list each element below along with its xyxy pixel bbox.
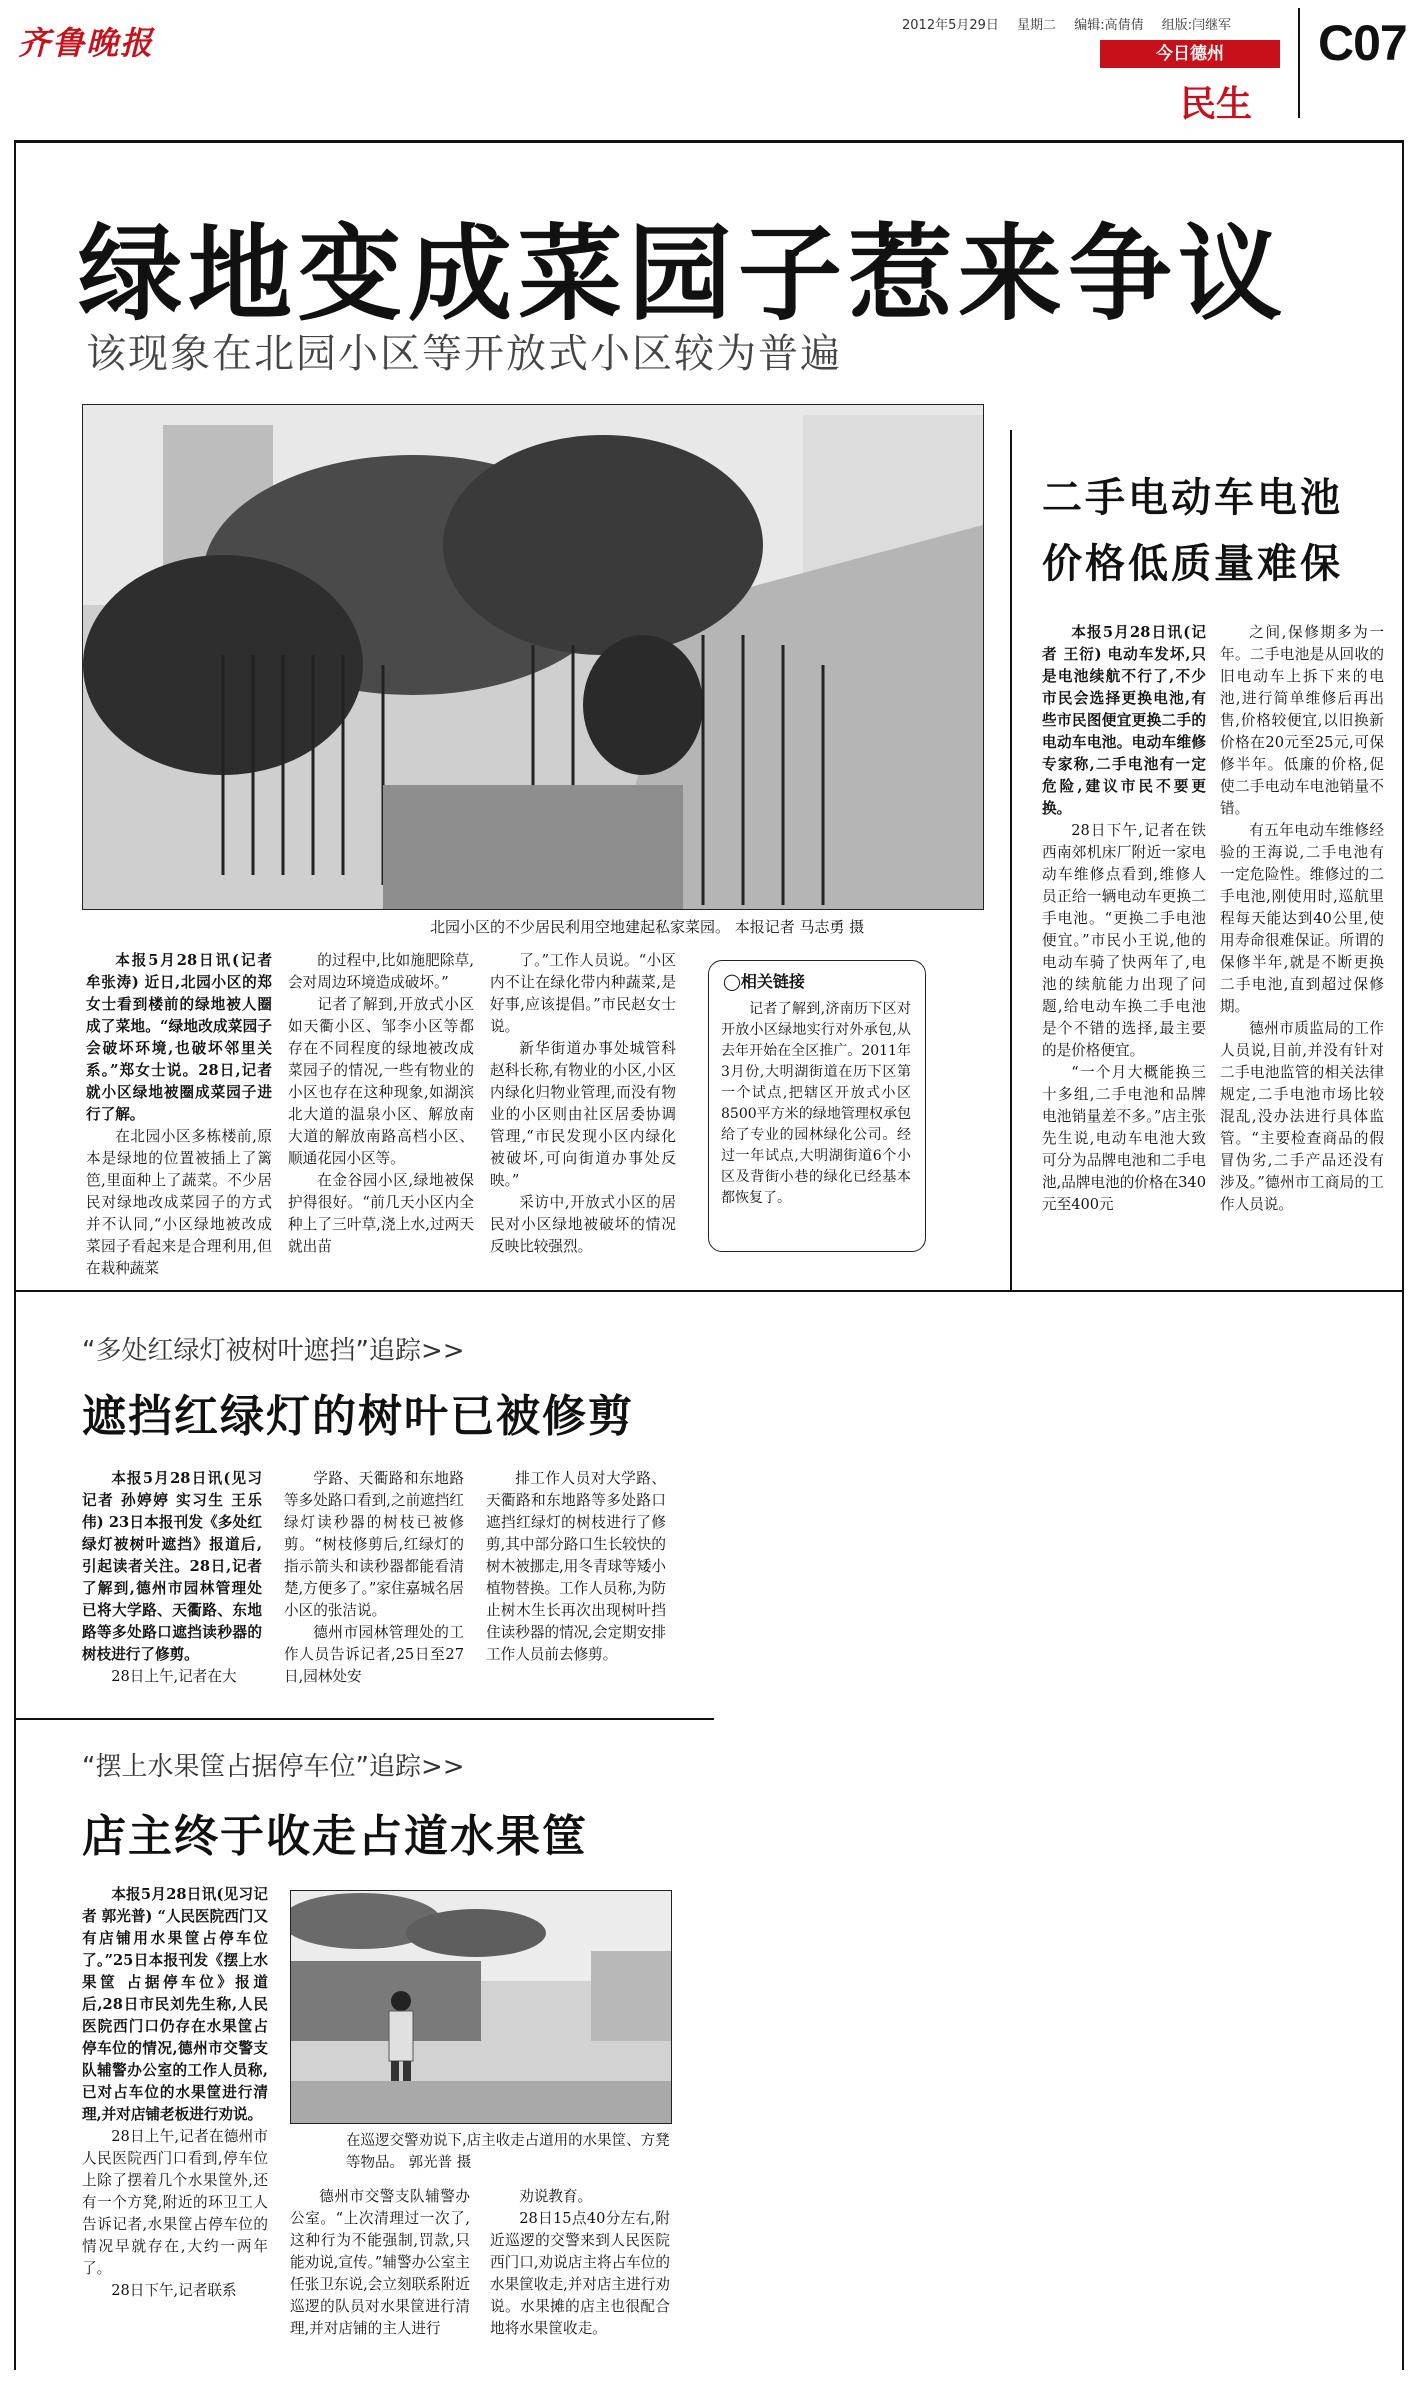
story2-col3 xyxy=(486,1468,666,1666)
main-subhead: 该现象在北园小区等开放式小区较为普遍 xyxy=(86,331,842,377)
article-paragraph: 28日15点40分左右,附近巡逻的交警来到人民医院西门口,劝说店主将占车位的水果筐收走,并对店主进行劝说。水果摊的店主也很配合地将水果筐收走。 xyxy=(490,2210,670,2337)
header-divider xyxy=(1298,8,1300,118)
story2-col1 xyxy=(82,1468,262,1688)
editor-credit: 编辑:高倩倩 xyxy=(1074,18,1144,33)
article-paragraph: 新华街道办事处城管科赵科长称,有物业的小区,小区内绿化归物业管理,而没有物业的小区则由社区居委协调管理,“市民发现小区内绿化被破坏,可向街道办事处反映。” xyxy=(490,1040,676,1189)
page-meta xyxy=(902,14,1245,33)
story3-kicker: “摆上水果筐占据停车位”追踪>> xyxy=(82,1752,465,1782)
article-paragraph: 学路、天衢路和东地路等多处路口看到,之前遮挡红绿灯读秒器的树枝已被修剪。“树枝修剪后,红绿灯的指示箭头和读秒器都能看清楚,方便多了。”家住嘉城名居小区的张洁说。 xyxy=(284,1470,464,1619)
issue-date: 2012年5月29日 xyxy=(902,18,999,33)
section-name: 民生 xyxy=(1180,84,1253,125)
story3-top-rule xyxy=(14,1718,714,1720)
story3-col3 xyxy=(490,2186,670,2340)
story2-kicker: “多处红绿灯被树叶遮挡”追踪>> xyxy=(82,1336,465,1366)
story2-top-rule xyxy=(14,1290,1404,1292)
article-paragraph: 本报5月28日讯(见习记者 郭光普) “人民医院西门又有店铺用水果筐占停车位了。”25日本报刊发《摆上水果筐 占据停车位》报道后,28日市民刘先生称,人民医院西门口仍存在水果筐占停车位的情况,德州市交警支队辅警办公室的工作人员称,已对占车位的水果筐进行清理,并对店铺老板进行劝说。 xyxy=(82,1886,268,2123)
top-rule xyxy=(14,140,1404,143)
main-article-col1 xyxy=(86,950,272,1280)
circle-bullet-icon: ◯ xyxy=(723,972,741,991)
region-badge: 今日德州 xyxy=(1100,40,1280,68)
article-paragraph: 本报5月28日讯(记者 王衍) 电动车发坏,只是电池续航不行了,不少市民会选择更换电池,有些市民图便宜更换二手的电动车电池。电动车维修专家称,二手电池有一定危险,建议市民不要更换。 xyxy=(1042,624,1206,817)
related-link-text xyxy=(721,999,911,1209)
related-link-box xyxy=(708,960,926,1252)
issue-weekday: 星期二 xyxy=(1017,18,1057,33)
story2-col2 xyxy=(284,1468,464,1688)
side-divider xyxy=(1010,430,1012,1290)
fruit-stall-photo-caption: 在巡逻交警劝说下,店主收走占道用的水果筐、方凳等物品。 郭光普 摄 xyxy=(346,2133,670,2171)
garden-photo-image xyxy=(83,405,983,909)
garden-photo xyxy=(82,404,984,910)
article-paragraph: 排工作人员对大学路、天衢路和东地路等多处路口遮挡红绿灯的树枝进行了修剪,其中部分路口生长较快的树木被挪走,用冬青球等矮小植物替换。工作人员称,为防止树木生长再次出现树叶挡住读秒器的情况,会定期安排工作人员前去修剪。 xyxy=(486,1470,666,1663)
article-paragraph: 的过程中,比如施肥除草,会对周边环境造成破坏。” xyxy=(288,952,474,991)
article-paragraph: 劝说教育。 xyxy=(519,2188,593,2205)
page-number: C07 xyxy=(1318,15,1407,71)
side-article-colB xyxy=(1220,622,1384,1216)
article-paragraph: 28日上午,记者在大 xyxy=(111,1668,237,1685)
article-paragraph: 28日下午,记者联系 xyxy=(111,2282,237,2299)
related-link-label: 相关链接 xyxy=(740,972,805,991)
article-paragraph: 记者了解到,开放式小区如天衢小区、邹李小区等都存在不同程度的绿地被改成菜园子的情况,一些有物业的小区也存在这种现象,如湖滨北大道的温泉小区、解放南大道的解放南路高档小区、顺通花园小区等。 xyxy=(288,996,474,1167)
article-paragraph: 有五年电动车维修经验的王海说,二手电池有一定危险性。维修过的二手电池,刚使用时,巡航里程每天能达到40公里,使用寿命很难保证。所谓的保修半年,就是不断更换二手电池,直到超过保修期。 xyxy=(1220,822,1384,1015)
article-paragraph: 德州市交警支队辅警办公室。“上次清理过一次了,这种行为不能强制,罚款,只能劝说,宣传。”辅警办公室主任张卫东说,会立刻联系附近巡逻的队员对水果筐进行清理,并对店铺的主人进行 xyxy=(290,2188,470,2337)
main-article-col3 xyxy=(490,950,676,1258)
related-link-paragraph: 记者了解到,济南历下区对开放小区绿地实行对外承包,从去年开始在全区推广。2011年3月份,大明湖街道在历下区第一个试点,把辖区开放式小区8500平方米的绿地管理权承包给了专业的园林绿化公司。经过一年试点,大明湖街道6个小区及背街小巷的绿化已经基本都恢复了。 xyxy=(721,1001,911,1206)
side-headline-line2: 价格低质量难保 xyxy=(1042,541,1343,587)
related-link-tag xyxy=(723,969,805,992)
article-paragraph: 在金谷园小区,绿地被保护得很好。“前几天小区内全种上了三叶草,浇上水,过两天就出苗 xyxy=(288,1172,474,1255)
article-paragraph: 之间,保修期多为一年。二手电池是从回收的旧电动车上拆下来的电池,进行简单维修后再出售,价格较便宜,以旧换新价格在20元至25元,可保修半年。低廉的价格,促使二手电动车电池销量不错。 xyxy=(1220,624,1384,817)
article-paragraph: 德州市质监局的工作人员说,目前,并没有针对二手电池监管的相关法律规定,二手电池市场比较混乱,没办法进行具体监管。“主要检查商品的假冒伪劣,二手产品还没有涉及。”德州市工商局的工作人员说。 xyxy=(1220,1020,1384,1213)
main-headline: 绿地变成菜园子惹来争议 xyxy=(78,213,1289,335)
article-paragraph: 了。”工作人员说。“小区内不让在绿化带内种蔬菜,是好事,应该提倡。”市民赵女士说。 xyxy=(490,952,676,1035)
right-border xyxy=(1402,140,1404,2370)
story3-col1 xyxy=(82,1884,268,2302)
fruit-stall-photo-image xyxy=(291,1891,671,2123)
side-headline-line1: 二手电动车电池 xyxy=(1042,475,1343,521)
main-article-col2 xyxy=(288,950,474,1258)
side-article-colA xyxy=(1042,622,1206,1216)
newspaper-masthead: 齐鲁晚报 xyxy=(18,24,155,62)
article-paragraph: 本报5月28日讯(见习记者 孙婷婷 实习生 王乐伟) 23日本报刊发《多处红绿灯被树叶遮挡》报道后,引起读者关注。28日,记者了解到,德州市园林管理处已将大学路、天衢路、东地路等多处路口遮挡读秒器的树枝进行了修剪。 xyxy=(82,1470,262,1663)
article-paragraph: 28日下午,记者在铁西南郊机床厂附近一家电动车维修点看到,维修人员正给一辆电动车更换二手电池。“更换二手电池便宜。”市民小王说,他的电动车骑了快两年了,电池的续航能力出现了问题,给电动车换二手电池是个不错的选择,最主要的是价格便宜。 xyxy=(1042,822,1206,1059)
story3-headline: 店主终于收走占道水果筐 xyxy=(82,1811,588,1862)
article-paragraph: 采访中,开放式小区的居民对小区绿地被破坏的情况反映比较强烈。 xyxy=(490,1194,676,1255)
article-paragraph: 在北园小区多栋楼前,原本是绿地的位置被插上了篱笆,里面种上了蔬菜。不少居民对绿地改成菜园子的方式并不认同,“小区绿地被改成菜园子看起来是合理利用,但在栽种蔬菜 xyxy=(86,1128,272,1277)
garden-photo-caption: 北园小区的不少居民利用空地建起私家菜园。 本报记者 马志勇 摄 xyxy=(430,918,865,936)
article-paragraph: 28日上午,记者在德州市人民医院西门口看到,停车位上除了摆着几个水果筐外,还有一个方凳,附近的环卫工人告诉记者,水果筐占停车位的情况早就存在,大约一两年了。 xyxy=(82,2128,268,2277)
article-paragraph: 德州市园林管理处的工作人员告诉记者,25日至27日,园林处安 xyxy=(284,1624,464,1685)
fruit-stall-photo xyxy=(290,1890,672,2124)
left-border xyxy=(14,140,16,2370)
story3-col2 xyxy=(290,2186,470,2340)
article-paragraph: “一个月大概能换三十多组,二手电池和品牌电池销量差不多。”店主张先生说,电动车电池大致可分为品牌电池和二手电池,品牌电池的价格在340元至400元 xyxy=(1042,1064,1206,1213)
layout-credit: 组版:闫继军 xyxy=(1161,18,1232,33)
article-paragraph: 本报5月28日讯(记者 牟张涛) 近日,北园小区的郑女士看到楼前的绿地被人圈成了菜地。“绿地改成菜园子会破坏环境,也破坏邻里关系。”郑女士说。28日,记者就小区绿地被圈成菜园子进行了解。 xyxy=(86,952,272,1123)
story2-headline: 遮挡红绿灯的树叶已被修剪 xyxy=(82,1391,634,1442)
